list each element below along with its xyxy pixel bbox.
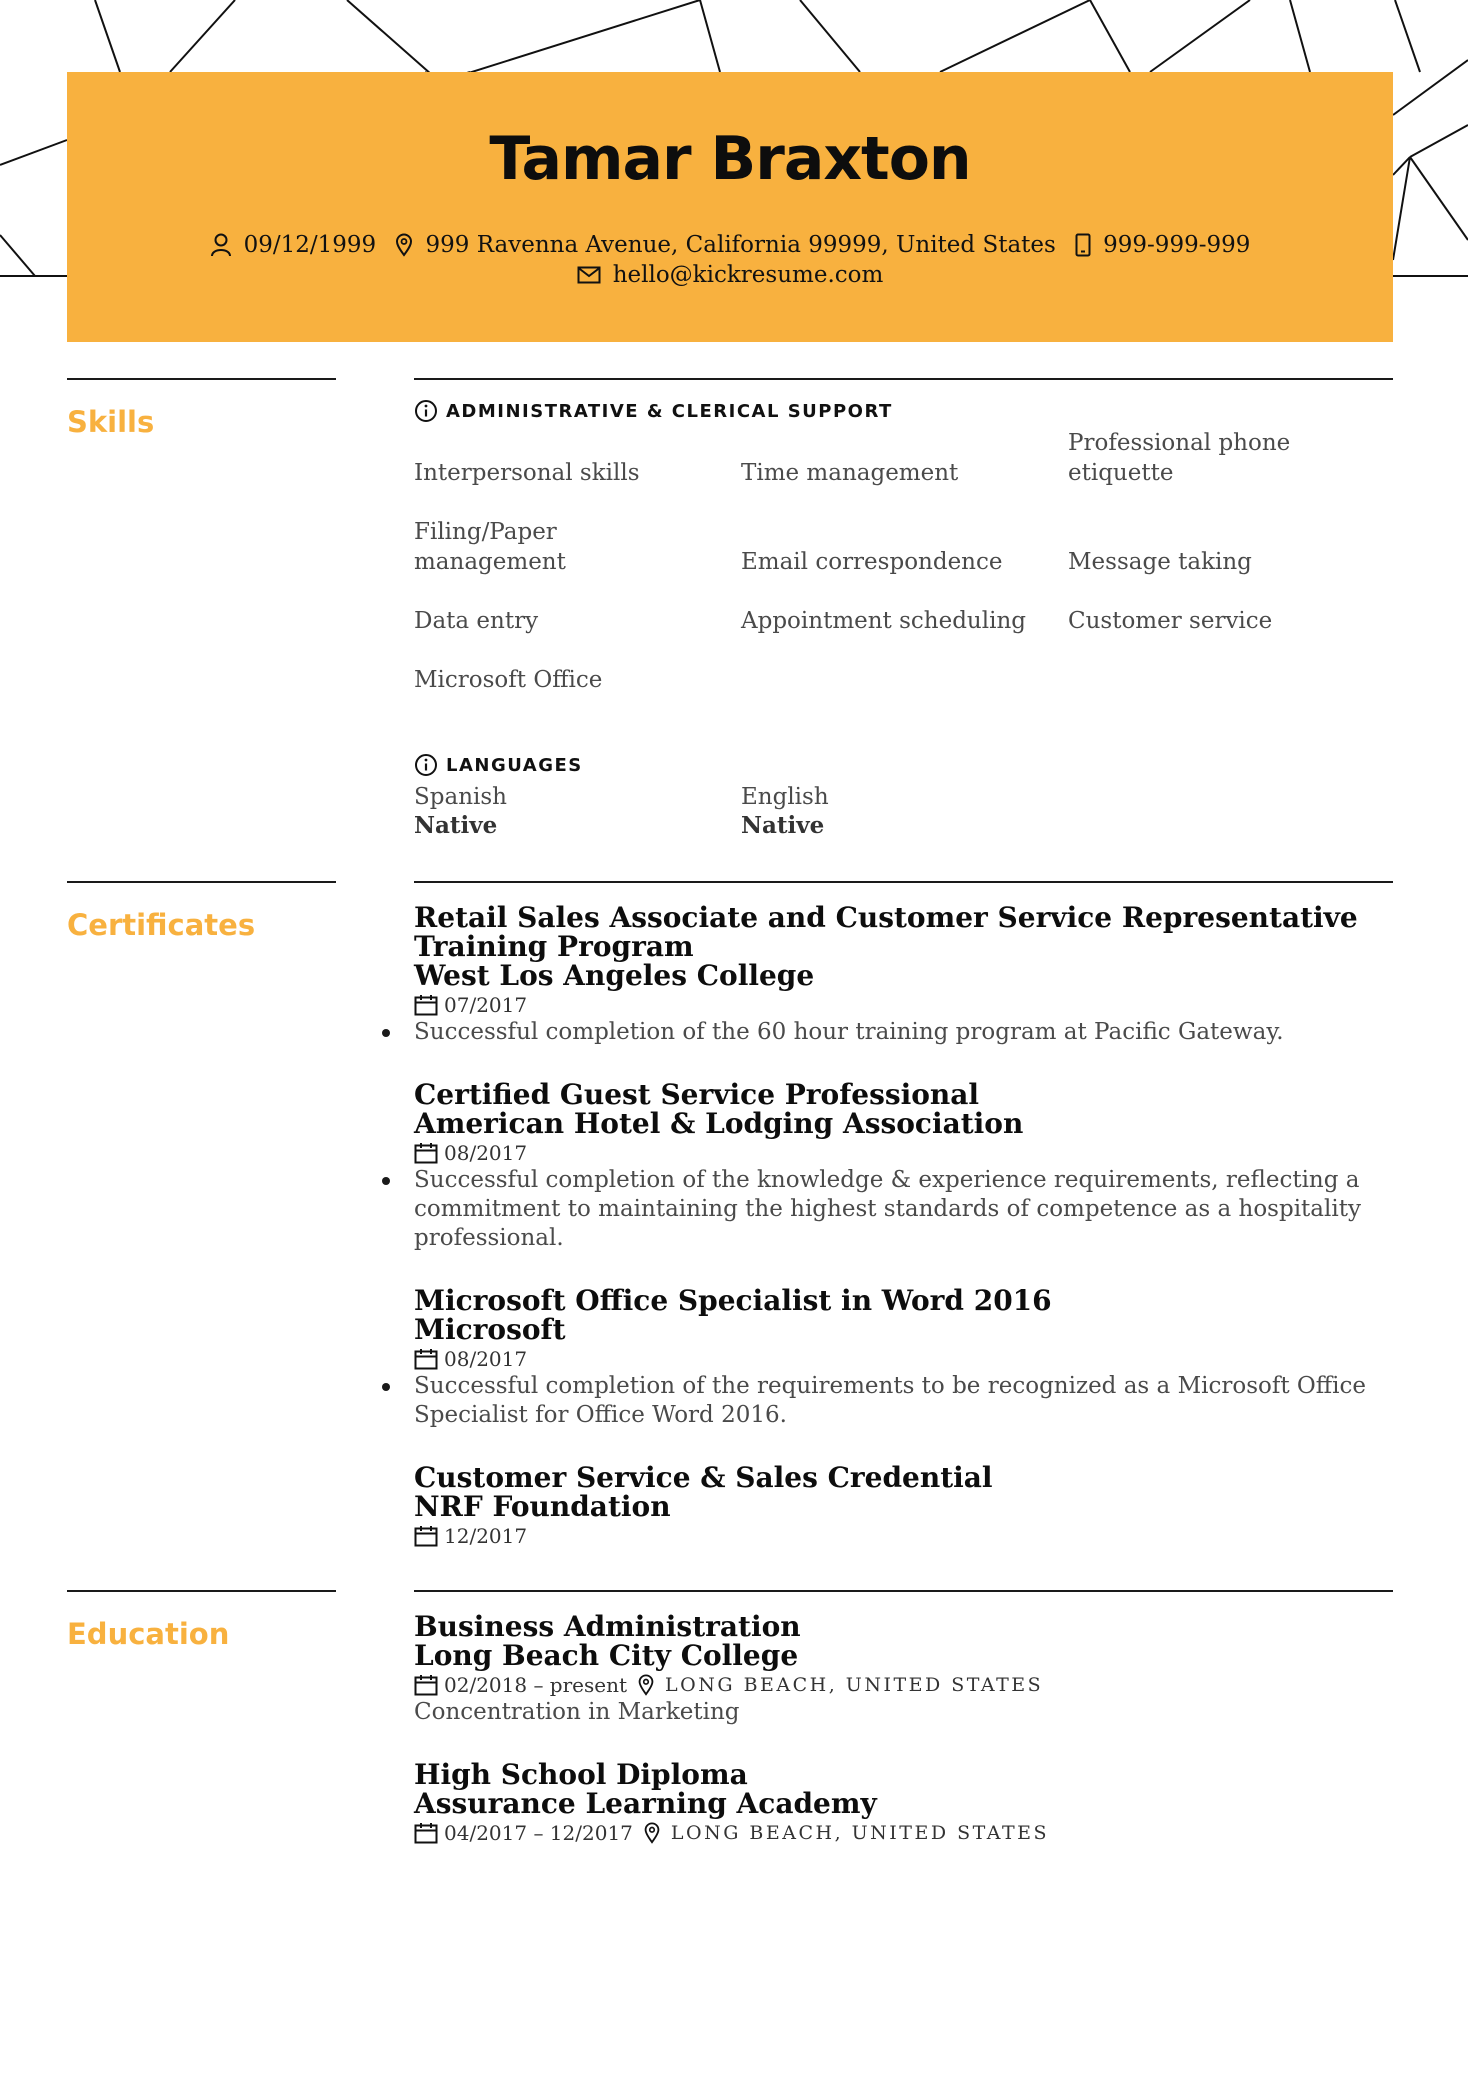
email-text[interactable]: hello@kickresume.com — [612, 262, 884, 288]
certificate-description: Successful completion of the 60 hour training program at Pacific Gateway. — [414, 1019, 1284, 1045]
person-icon — [210, 233, 232, 257]
skill-item: Message taking — [1068, 549, 1252, 575]
info-icon — [414, 399, 438, 423]
header-banner — [67, 72, 1393, 342]
phone-text: 999-999-999 — [1103, 232, 1251, 258]
certificate-date-row — [414, 1347, 527, 1371]
certificate-date: 08/2017 — [444, 1347, 528, 1371]
contact-line-2 — [67, 262, 1393, 290]
address-text: 999 Ravenna Avenue, California 99999, United States — [425, 232, 1056, 258]
certificate-date: 07/2017 — [444, 993, 528, 1017]
certificate-date-row — [414, 1141, 527, 1165]
certificate-title: Microsoft Office Specialist in Word 2016 — [414, 1284, 1052, 1317]
phone-item — [1075, 232, 1250, 258]
calendar-icon — [414, 1348, 438, 1370]
location-pin-icon — [395, 233, 413, 257]
contact-line-1 — [67, 232, 1393, 263]
certificate-org: West Los Angeles College — [414, 959, 815, 992]
education-school: Assurance Learning Academy — [414, 1787, 877, 1820]
education-rule-left — [67, 1590, 336, 1592]
skills-rule-left — [67, 378, 336, 380]
education-dates: 04/2017 – 12/2017 — [444, 1821, 633, 1845]
candidate-name: Tamar Braxton — [489, 124, 971, 194]
education-note: Concentration in Marketing — [414, 1699, 740, 1725]
skills-group-heading — [414, 399, 893, 423]
language-level: Native — [741, 812, 825, 839]
certificate-org: Microsoft — [414, 1313, 566, 1346]
certificate-description: Successful completion of the knowledge & experience requirements, reflecting a commitment to maintaining the highest standards of competence as a hospitality professional. — [414, 1167, 1361, 1251]
certificate-title: Certified Guest Service Professional — [414, 1078, 980, 1111]
skill-item: Appointment scheduling — [741, 608, 1026, 634]
skill-item: Microsoft Office — [414, 667, 603, 693]
bullet-dot — [382, 1177, 390, 1185]
certificate-date-row — [414, 993, 527, 1017]
languages-title: LANGUAGES — [446, 754, 583, 776]
bullet-dot — [382, 1383, 390, 1391]
certificate-date: 08/2017 — [444, 1141, 528, 1165]
certificate-description: Successful completion of the requirements to be recognized as a Microsoft Office Specialist for Office Word 2016. — [414, 1373, 1366, 1428]
education-location: LONG BEACH, UNITED STATES — [665, 1674, 1044, 1696]
education-dates: 02/2018 – present — [444, 1673, 628, 1697]
certificates-rule-left — [67, 881, 336, 883]
calendar-icon — [414, 1525, 438, 1547]
language-name: English — [741, 784, 829, 810]
calendar-icon — [414, 1142, 438, 1164]
skills-group-title: ADMINISTRATIVE & CLERICAL SUPPORT — [446, 400, 893, 422]
address-item — [395, 232, 1055, 258]
calendar-icon — [414, 1822, 438, 1844]
education-rule-right — [414, 1590, 1393, 1592]
education-meta-row — [414, 1673, 1043, 1697]
skill-item: Professional phone etiquette — [1068, 430, 1291, 486]
certificate-org: NRF Foundation — [414, 1490, 671, 1523]
skills-rule-right — [414, 378, 1393, 380]
certificate-date-row — [414, 1524, 527, 1548]
language-level: Native — [414, 812, 498, 839]
calendar-icon — [414, 1674, 438, 1696]
location-pin-icon — [643, 1822, 661, 1844]
certificate-org: American Hotel & Lodging Association — [414, 1107, 1024, 1140]
birthdate-text: 09/12/1999 — [243, 232, 377, 258]
bullet-dot — [382, 1029, 390, 1037]
mail-icon — [577, 266, 601, 284]
skill-item: Data entry — [414, 608, 539, 634]
skill-item: Customer service — [1068, 608, 1273, 634]
education-meta-row — [414, 1821, 1049, 1845]
education-degree: Business Administration — [414, 1610, 801, 1643]
location-pin-icon — [637, 1674, 655, 1696]
calendar-icon — [414, 994, 438, 1016]
education-section-title: Education — [67, 1617, 230, 1651]
languages-heading — [414, 753, 583, 777]
certificates-section-title: Certificates — [67, 908, 256, 942]
education-degree: High School Diploma — [414, 1758, 748, 1791]
birthdate-item — [210, 232, 377, 258]
certificate-date: 12/2017 — [444, 1524, 528, 1548]
certificates-rule-right — [414, 881, 1393, 883]
education-school: Long Beach City College — [414, 1639, 799, 1672]
skill-item: Interpersonal skills — [414, 460, 640, 486]
education-location: LONG BEACH, UNITED STATES — [670, 1822, 1050, 1844]
email-item[interactable] — [577, 262, 884, 288]
skill-item: Time management — [741, 460, 959, 486]
phone-icon — [1075, 233, 1091, 257]
language-name: Spanish — [414, 784, 507, 810]
skill-item: Email correspondence — [741, 549, 1003, 575]
skills-section-title: Skills — [67, 405, 155, 439]
skill-item: Filing/Paper management — [414, 519, 566, 575]
certificate-title: Customer Service & Sales Credential — [414, 1461, 993, 1494]
info-icon — [414, 753, 438, 777]
certificate-title: Retail Sales Associate and Customer Service Representative Training Program — [414, 901, 1358, 963]
